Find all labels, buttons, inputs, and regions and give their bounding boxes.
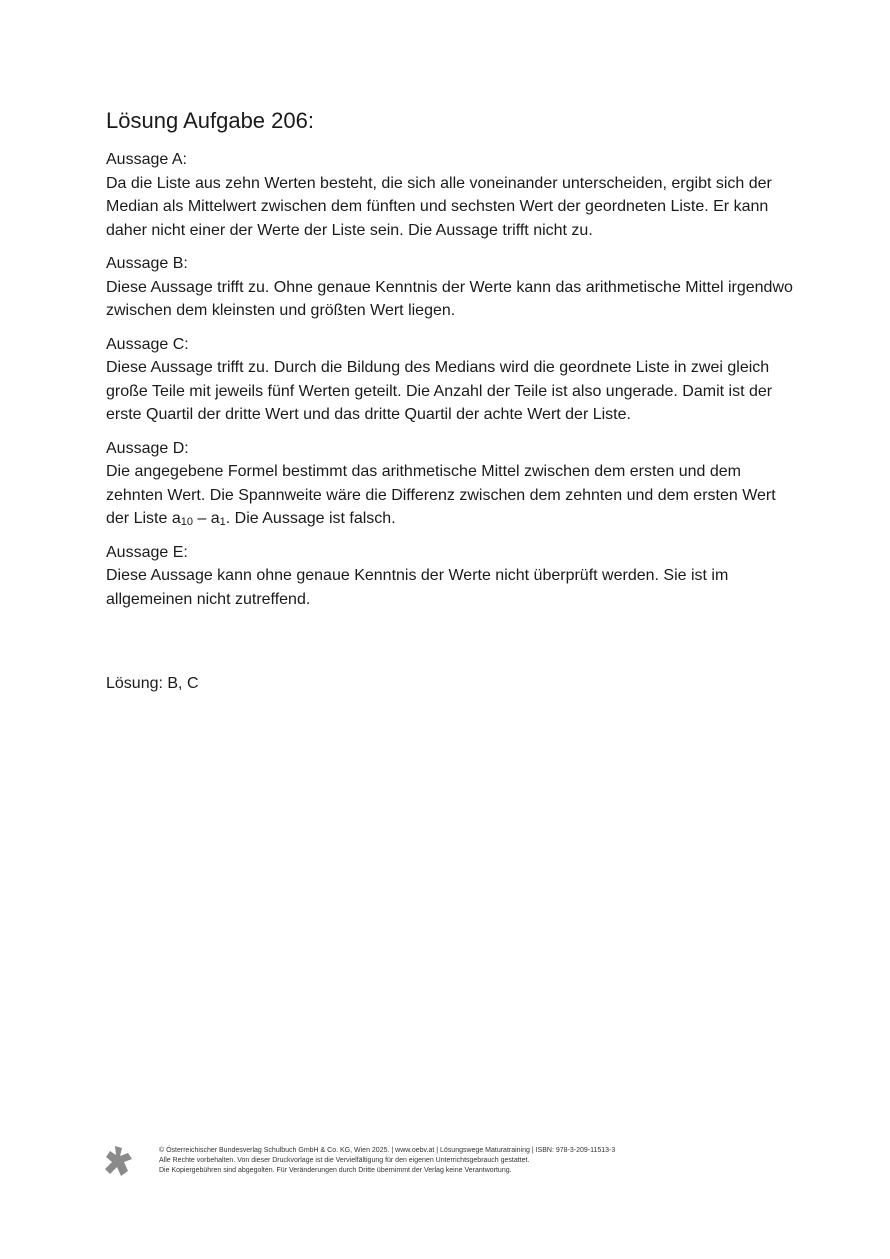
statement-d-text-after: . Die Aussage ist falsch. [225,510,396,527]
footer-copyright: © Österreichischer Bundesverlag Schulbuch GmbH & Co. KG, Wien 2025. | www.oebv.at | Lösungswege Maturatraining | ISBN: 978-3-209-11513-3 [159,1147,616,1154]
statement-a-label: Aussage A: [106,151,187,168]
statement-d [106,437,796,531]
statement-d-text-before: Die angegebene Formel bestimmt das arithmetische Mittel zwischen dem ersten und dem zehnten Wert. Die Spannweite wäre die Differenz zwischen dem zehnten und dem ersten Wert der Liste a [106,463,776,527]
oebv-logo-icon [104,1145,134,1177]
statement-e-text: Diese Aussage kann ohne genaue Kenntnis der Werte nicht überprüft werden. Sie ist im allgemeinen nicht zutreffend. [106,567,729,608]
document-body [106,106,796,621]
statement-b [106,252,796,323]
footer-disclaimer: Die Kopiergebühren sind abgegolten. Für Veränderungen durch Dritte übernimmt der Verlag keine Verantwortung. [159,1167,512,1175]
statement-e-label: Aussage E: [106,543,188,561]
page-title: Lösung Aufgabe 206: [106,108,314,133]
subscript-10: 10 [180,516,193,528]
statement-d-text-mid: – a [192,510,220,527]
footer-rights: Alle Rechte vorbehalten. Von dieser Druckvorlage ist die Vervielfältigung für den eigenen Unterrichtsgebrauch gestattet. [159,1157,530,1165]
statement-c [106,333,796,427]
solution-line: Lösung: B, C [106,675,199,692]
statement-b-label: Aussage B: [106,255,188,272]
statement-a [106,148,796,242]
statement-b-text: Diese Aussage trifft zu. Ohne genaue Kenntnis der Werte kann das arithmetische Mittel irgendwo zwischen dem kleinsten und größten Wert liegen. [106,278,793,319]
statement-d-label: Aussage D: [106,439,189,457]
statement-c-text: Diese Aussage trifft zu. Durch die Bildung des Medians wird die geordnete Liste in zwei gleich große Teile mit jeweils fünf Werten geteilt. Die Anzahl der Teile ist also ungerade. Damit ist der erste Quartil der dritte Wert und das dritte Quartil der achte Wert der Liste. [106,359,773,423]
statement-d-text [106,460,796,531]
statement-e [106,541,796,612]
statement-a-text: Da die Liste aus zehn Werten besteht, die sich alle voneinander unterscheiden, ergibt sich der Median als Mittelwert zwischen dem fünften und sechsten Wert der geordneten Liste. Er kann daher nicht einer der Werte der Liste sein. Die Aussage trifft nicht zu. [106,174,772,239]
subscript-1: 1 [219,516,226,528]
statement-c-label: Aussage C: [106,335,189,353]
footer-text [159,1146,615,1177]
footer [104,1143,704,1183]
